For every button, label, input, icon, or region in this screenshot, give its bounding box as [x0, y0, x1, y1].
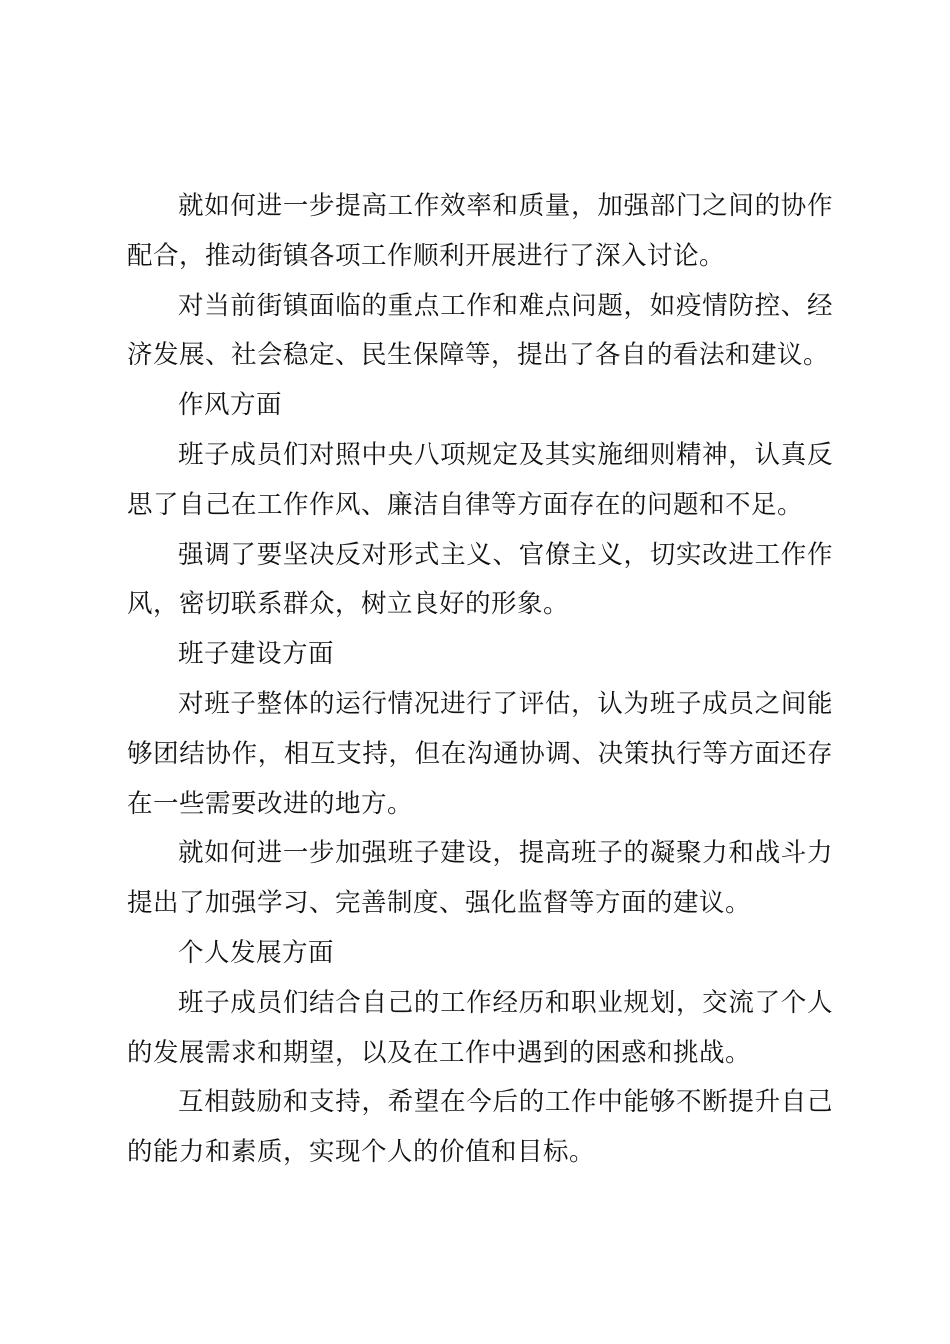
paragraph-mutual-encouragement: 互相鼓励和支持，希望在今后的工作中能够不断提升自己的能力和素质，实现个人的价值和目标。: [127, 1087, 833, 1168]
section-heading-personal-development: 个人发展方面: [178, 937, 335, 968]
paragraph-team-suggestions: 就如何进一步加强班子建设，提高班子的凝聚力和战斗力提出了加强学习、完善制度、强化监督等方面的建议。: [127, 838, 833, 919]
paragraph-career-exchange: 班子成员们结合自己的工作经历和职业规划，交流了个人的发展需求和期望，以及在工作中遇到的困惑和挑战。: [127, 987, 833, 1068]
paragraph-eight-rules-reflection: 班子成员们对照中央八项规定及其实施细则精神，认真反思了自己在工作作风、廉洁自律等方面存在的问题和不足。: [127, 439, 833, 520]
paragraph-key-issues: 对当前街镇面临的重点工作和难点问题，如疫情防控、经济发展、社会稳定、民生保障等，提出了各自的看法和建议。: [127, 290, 833, 371]
document-body: [127, 182, 833, 1178]
paragraph-team-evaluation: 对班子整体的运行情况进行了评估，认为班子成员之间能够团结协作，相互支持，但在沟通协调、决策执行等方面还存在一些需要改进的地方。: [127, 688, 833, 819]
section-heading-team-building: 班子建设方面: [178, 639, 335, 670]
section-heading-work-style: 作风方面: [178, 390, 283, 421]
paragraph-work-efficiency: 就如何进一步提高工作效率和质量，加强部门之间的协作配合，推动街镇各项工作顺利开展进行了深入讨论。: [127, 191, 833, 271]
paragraph-oppose-formalism: 强调了要坚决反对形式主义、官僚主义，切实改进工作作风，密切联系群众，树立良好的形象。: [127, 539, 833, 620]
